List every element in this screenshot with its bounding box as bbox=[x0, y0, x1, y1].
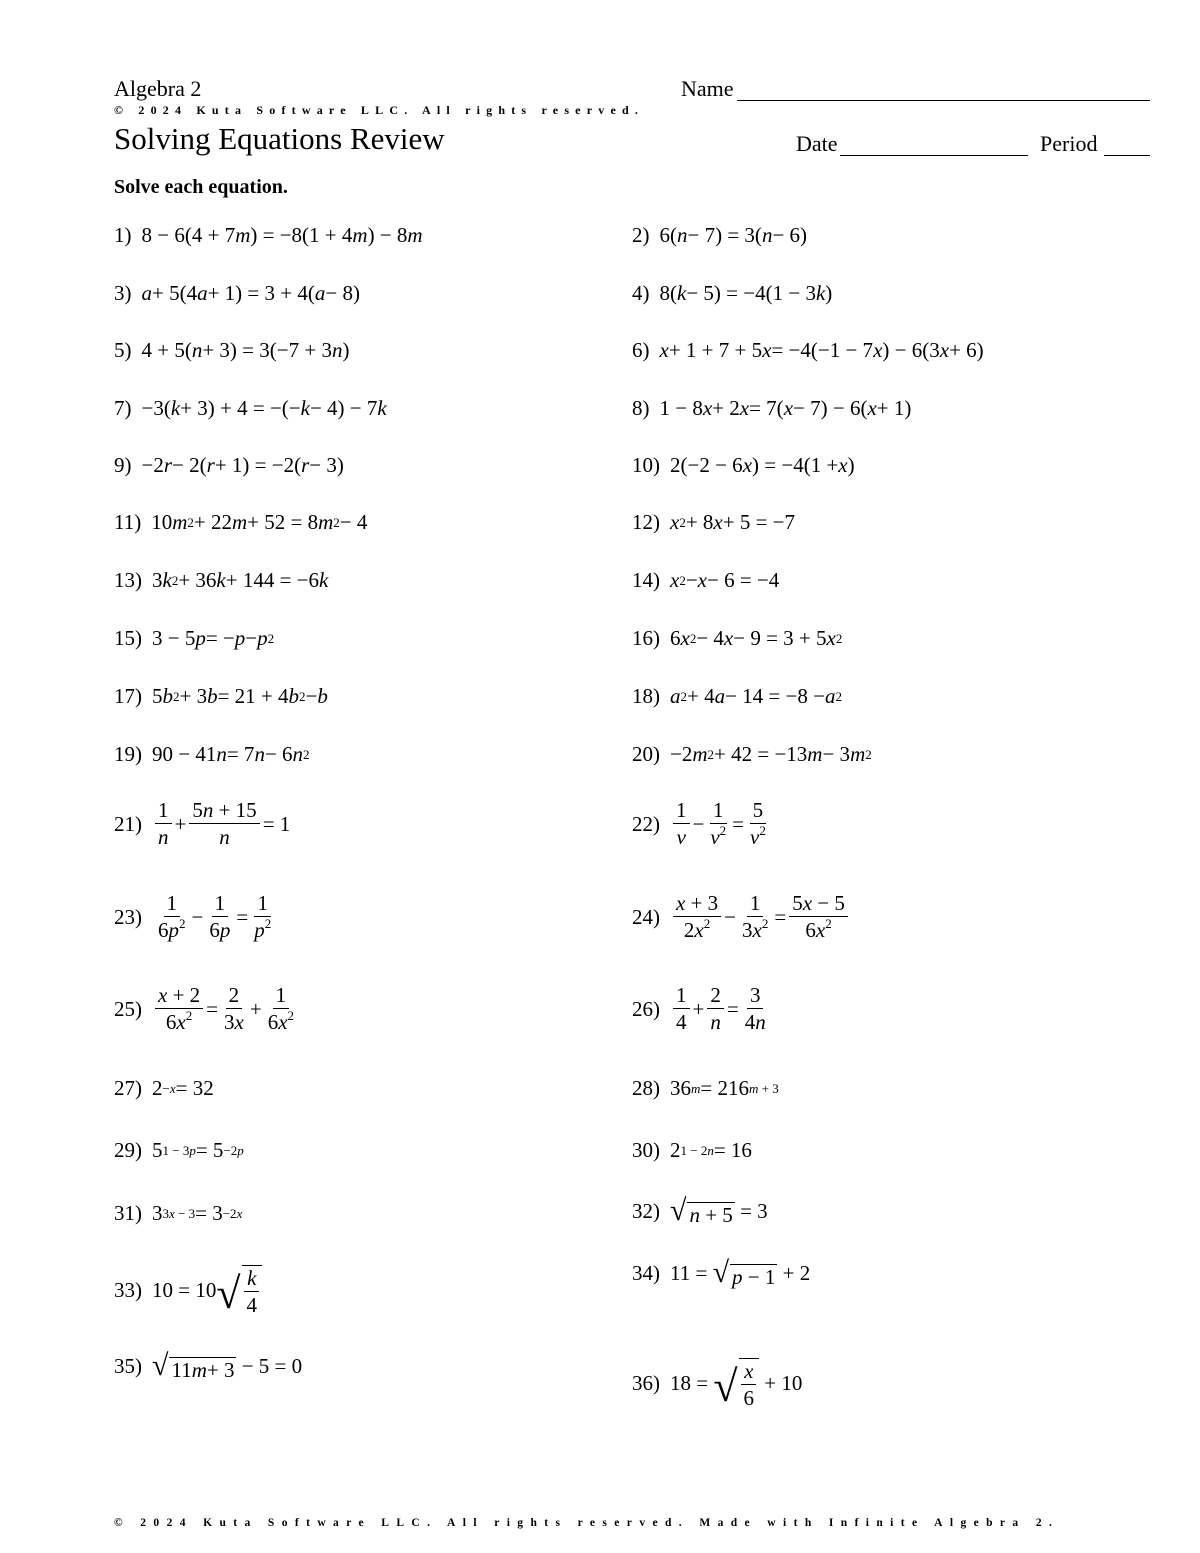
equation: 90 − 41 n = 7 n − 6 n 2 bbox=[152, 742, 310, 766]
problem-30 bbox=[632, 1140, 752, 1161]
equation: 2 1 − 2n = 16 bbox=[670, 1138, 752, 1162]
problem-24 bbox=[632, 893, 851, 941]
equation: 3 − 5 p = − p − p 2 bbox=[152, 626, 275, 650]
course-name: Algebra 2 bbox=[114, 76, 202, 101]
problem-18 bbox=[632, 686, 842, 707]
problem-31 bbox=[114, 1203, 242, 1224]
copyright-line: © 2024 Kuta Software LLC. All rights reserved. bbox=[114, 103, 645, 117]
problem-16 bbox=[632, 628, 842, 649]
equation: 10 m 2 + 22 m + 52 = 8 m 2 − 4 bbox=[151, 510, 368, 534]
equation: 1 v − 1 $v^2$ = 5 $v^2$ bbox=[670, 800, 772, 848]
equation: x + 3 $2x^2$ − 1 $3x^2$ = 5x − 5 $6x^2$ bbox=[670, 893, 851, 941]
problem-19 bbox=[114, 744, 310, 765]
equation: 3 k 2 + 36 k + 144 = −6 k bbox=[152, 568, 329, 592]
equation: 1 4 + 2 n = 3 4n bbox=[670, 985, 772, 1033]
problem-number: 9) bbox=[114, 453, 132, 477]
problem-number: 31) bbox=[114, 1201, 142, 1225]
date-blank[interactable] bbox=[840, 155, 1028, 156]
equation: 18 = √ x 6 + 10 bbox=[670, 1359, 803, 1411]
problem-number: 28) bbox=[632, 1076, 660, 1100]
problem-number: 20) bbox=[632, 742, 660, 766]
worksheet-title: Solving Equations Review bbox=[114, 121, 445, 156]
period-blank[interactable] bbox=[1104, 155, 1150, 156]
equation: −2 m 2 + 42 = −13 m − 3 m 2 bbox=[670, 742, 872, 766]
period-label: Period bbox=[1040, 131, 1098, 156]
equation: 6 x 2 − 4 x − 9 = 3 + 5 x 2 bbox=[670, 626, 843, 650]
problem-number: 32) bbox=[632, 1198, 660, 1223]
problem-17 bbox=[114, 686, 328, 707]
problem-20 bbox=[632, 744, 872, 765]
problem-number: 15) bbox=[114, 626, 142, 650]
problem-29 bbox=[114, 1140, 244, 1161]
equation: 1 − 8 x + 2 x = 7( x − 7) − 6( x + 1) bbox=[659, 396, 912, 420]
equation: 5 b 2 + 3 b = 21 + 4 b 2 − b bbox=[152, 684, 328, 708]
equation: a 2 + 4 a − 14 = −8 − a 2 bbox=[670, 684, 842, 708]
problem-number: 29) bbox=[114, 1138, 142, 1162]
problem-number: 26) bbox=[632, 996, 660, 1021]
problem-number: 19) bbox=[114, 742, 142, 766]
problem-12 bbox=[632, 512, 795, 533]
problem-number: 35) bbox=[114, 1353, 142, 1378]
problem-13 bbox=[114, 570, 328, 591]
problem-15 bbox=[114, 628, 274, 649]
problem-number: 36) bbox=[632, 1371, 660, 1395]
problem-4 bbox=[632, 283, 832, 304]
problem-number: 25) bbox=[114, 996, 142, 1021]
problem-3 bbox=[114, 283, 360, 304]
problem-11 bbox=[114, 512, 367, 533]
problem-36 bbox=[632, 1358, 802, 1409]
equation: x 2 − x − 6 = −4 bbox=[670, 568, 780, 592]
problem-1 bbox=[114, 225, 423, 246]
problem-21 bbox=[114, 800, 290, 848]
equation: x + 1 + 7 + 5 x = −4(−1 − 7 x ) − 6(3 x + 6) bbox=[659, 338, 984, 362]
problem-14 bbox=[632, 570, 779, 591]
problem-7 bbox=[114, 398, 387, 419]
problem-number: 24) bbox=[632, 904, 660, 929]
equation: 10 = 10 √ k 4 bbox=[152, 1265, 262, 1316]
equation: x 2 + 8 x + 5 = −7 bbox=[670, 510, 796, 534]
problem-number: 23) bbox=[114, 904, 142, 929]
equation: √ n + 5 = 3 bbox=[670, 1194, 768, 1227]
equation: 8( k − 5) = −4(1 − 3 k ) bbox=[659, 281, 833, 305]
date-label: Date bbox=[796, 131, 838, 156]
problem-26 bbox=[632, 985, 772, 1033]
problem-35 bbox=[114, 1351, 302, 1381]
equation: 1 n + 5n + 15 n = 1 bbox=[152, 800, 290, 848]
problem-9 bbox=[114, 455, 344, 476]
problem-number: 6) bbox=[632, 338, 650, 362]
problem-number: 12) bbox=[632, 510, 660, 534]
problem-10 bbox=[632, 455, 855, 476]
equation: 6( n − 7) = 3( n − 6) bbox=[659, 223, 808, 247]
problem-number: 18) bbox=[632, 684, 660, 708]
equation: 1 $6p^2$ − 1 6p = 1 $p^2$ bbox=[158, 891, 272, 942]
problem-number: 8) bbox=[632, 396, 650, 420]
problem-number: 1) bbox=[114, 223, 132, 247]
problem-number: 3) bbox=[114, 281, 132, 305]
instructions: Solve each equation. bbox=[114, 176, 288, 198]
equation: x + 2 $6x^2$ = 2 3x + 1 $6x^2$ bbox=[152, 985, 300, 1033]
problem-number: 30) bbox=[632, 1138, 660, 1162]
equation: 2(−2 − 6 x ) = −4(1 + x ) bbox=[670, 453, 855, 477]
problem-8 bbox=[632, 398, 911, 419]
equation: 5 1 − 3p = 5 −2p bbox=[152, 1138, 244, 1162]
problem-number: 34) bbox=[632, 1260, 660, 1285]
equation: 8 − 6(4 + 7 m ) = −8(1 + 4 m ) − 8 m bbox=[141, 223, 423, 247]
problem-22 bbox=[632, 800, 772, 848]
problem-number: 5) bbox=[114, 338, 132, 362]
name-label: Name bbox=[681, 76, 734, 101]
problem-number: 10) bbox=[632, 453, 660, 477]
problem-34 bbox=[632, 1258, 810, 1288]
problem-25 bbox=[114, 985, 300, 1033]
equation: a + 5(4 a + 1) = 3 + 4( a − 8) bbox=[141, 281, 360, 305]
problem-number: 2) bbox=[632, 223, 650, 247]
problem-number: 11) bbox=[114, 510, 142, 534]
problem-2 bbox=[632, 225, 807, 246]
equation: −2 r − 2( r + 1) = −2( r − 3) bbox=[141, 453, 344, 477]
problem-number: 17) bbox=[114, 684, 142, 708]
problem-number: 33) bbox=[114, 1278, 142, 1302]
name-blank[interactable] bbox=[737, 100, 1150, 101]
equation: −3( k + 3) + 4 = −(− k − 4) − 7 k bbox=[141, 396, 387, 420]
equation: 11 = √ p − 1 + 2 bbox=[670, 1256, 811, 1289]
problem-5 bbox=[114, 340, 349, 361]
problem-number: 27) bbox=[114, 1076, 142, 1100]
problem-6 bbox=[632, 340, 984, 361]
problem-number: 4) bbox=[632, 281, 650, 305]
problem-27 bbox=[114, 1078, 214, 1099]
footer-copyright: © 2024 Kuta Software LLC. All rights reserved. Made with Infinite Algebra 2. bbox=[114, 1517, 1060, 1529]
problem-number: 21) bbox=[114, 811, 142, 836]
equation: 36 m = 216 m + 3 bbox=[670, 1076, 779, 1100]
problem-23 bbox=[114, 893, 277, 941]
equation: 2 −x = 32 bbox=[152, 1076, 214, 1100]
problem-number: 7) bbox=[114, 396, 132, 420]
equation: 4 + 5( n + 3) = 3(−7 + 3 n ) bbox=[141, 338, 350, 362]
equation: √ 11 m + 3 − 5 = 0 bbox=[152, 1349, 303, 1382]
problem-number: 13) bbox=[114, 568, 142, 592]
problem-number: 16) bbox=[632, 626, 660, 650]
equation: 3 3x − 3 = 3 −2x bbox=[152, 1201, 243, 1225]
problem-number: 14) bbox=[632, 568, 660, 592]
problem-33 bbox=[114, 1265, 262, 1316]
problem-28 bbox=[632, 1078, 779, 1099]
problem-number: 22) bbox=[632, 811, 660, 836]
problem-32 bbox=[632, 1196, 768, 1226]
